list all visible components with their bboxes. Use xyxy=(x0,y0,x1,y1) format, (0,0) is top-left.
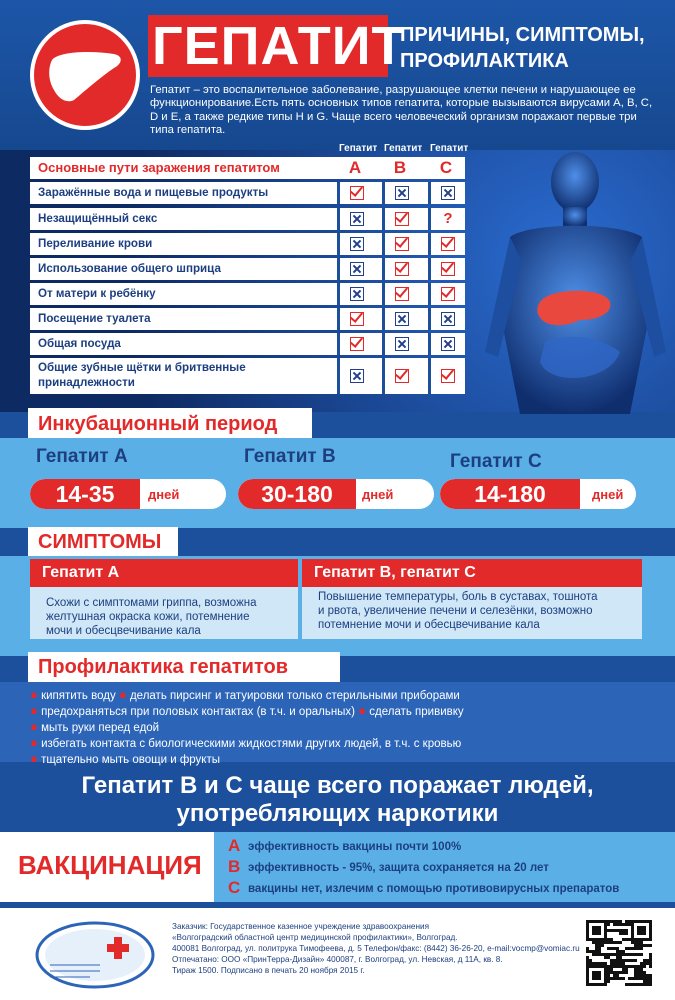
check-icon xyxy=(395,287,409,301)
table-column-divider xyxy=(428,258,431,280)
table-column-divider xyxy=(428,182,431,204)
symptoms-title: СИМПТОМЫ xyxy=(28,527,178,557)
incubation-pill-a xyxy=(30,479,226,509)
incubation-label-c: Гепатит С xyxy=(450,451,542,472)
prevention-item: тщательно мыть овощи и фрукты xyxy=(41,754,220,766)
check-icon xyxy=(395,237,409,251)
vaccination-title: ВАКЦИНАЦИЯ xyxy=(18,850,202,880)
liver-logo xyxy=(30,20,140,130)
check-icon xyxy=(441,237,455,251)
column-label-b: Гепатит xyxy=(384,143,423,154)
prevention-line5: ● тщательно мыть овощи и фрукты xyxy=(30,751,220,766)
table-column-divider xyxy=(428,283,431,305)
incubation-unit-a: дней xyxy=(148,487,180,502)
incubation-label-b: Гепатит В xyxy=(244,446,336,467)
vaccination-text-b: эффективность - 95%, защита сохраняется на 20 лет xyxy=(248,862,549,874)
table-column-divider xyxy=(337,233,340,255)
cross-icon xyxy=(395,186,409,200)
table-column-divider xyxy=(382,308,385,330)
prevention-line4: ● избегать контакта с биологическими жидкостями других людей, в т.ч. с кровью xyxy=(30,735,462,750)
symptoms-a-line3: мочи и обесцвечивание кала xyxy=(46,625,201,637)
page-subtitle-line2: ПРОФИЛАКТИКА xyxy=(400,50,569,72)
table-column-divider xyxy=(337,182,340,204)
table-column-divider xyxy=(382,208,385,230)
prevention-item: делать пирсинг и татуировки только стерильными приборами xyxy=(129,690,460,702)
table-column-divider xyxy=(382,233,385,255)
table-column-divider xyxy=(382,333,385,355)
incubation-title: Инкубационный период xyxy=(28,408,312,440)
clinic-logo-icon xyxy=(30,915,160,995)
column-label-c: Гепатит xyxy=(430,143,469,154)
table-column-divider xyxy=(337,358,340,394)
footer-line4: Отпечатано: ООО «ПринТерра-Дизайн» 400087, г. Волгоград, ул. Невская, д 11А, кв. 8. xyxy=(172,955,503,964)
table-column-divider xyxy=(337,308,340,330)
table-column-divider xyxy=(382,182,385,204)
qr-code-icon xyxy=(586,920,652,986)
question-icon: ? xyxy=(443,210,453,227)
liver-icon xyxy=(48,50,124,104)
table-row-label: Переливание крови xyxy=(38,237,153,250)
footer-line1: Заказчик: Государственное казенное учреждение здравоохранения xyxy=(172,922,429,931)
page-subtitle-line1: ПРИЧИНЫ, СИМПТОМЫ, xyxy=(400,24,645,46)
table-row-label: Общие зубные щётки и бритвенные xyxy=(38,361,246,374)
table-column-divider xyxy=(428,358,431,394)
check-icon xyxy=(350,312,364,326)
check-icon xyxy=(441,287,455,301)
column-label-a: Гепатит xyxy=(339,143,378,154)
vaccination-text-c: вакцины нет, излечим с помощью противовирусных препаратов xyxy=(248,883,620,895)
symptoms-a-title: Гепатит А xyxy=(30,559,298,587)
prevention-item: предохраняться при половых контактах (в т.ч. и оральных) xyxy=(41,706,356,718)
incubation-unit-b: дней xyxy=(362,487,394,502)
footer-line5: Тираж 1500. Подписано в печать 20 ноября 2015 г. xyxy=(172,966,365,975)
table-row-label: принадлежности xyxy=(38,376,135,389)
table-column-divider xyxy=(428,333,431,355)
table-row-label: От матери к ребёнку xyxy=(38,287,156,300)
footer-line2: «Волгоградский областной центр медицинской профилактики», Волгоград. xyxy=(172,933,458,942)
cross-icon xyxy=(350,287,364,301)
table-column-divider xyxy=(382,358,385,394)
cross-icon xyxy=(350,212,364,226)
cross-icon xyxy=(441,312,455,326)
table-column-divider xyxy=(382,283,385,305)
cross-icon xyxy=(395,312,409,326)
table-column-divider xyxy=(337,208,340,230)
warning-line1: Гепатит В и С чаще всего поражает людей, xyxy=(81,772,594,799)
table-row-label: Заражённые вода и пищевые продукты xyxy=(38,186,269,199)
table-row-label: Использование общего шприца xyxy=(38,262,221,275)
incubation-pill-b xyxy=(238,479,434,509)
footer-line3: 400081 Волгоград, ул. политрука Тимофеева, д. 5 Телефон/факс: (8442) 36-26-20, e-mail:vocmp@vomiac.ru xyxy=(172,944,580,953)
table-column-divider xyxy=(428,208,431,230)
table-column-divider xyxy=(428,233,431,255)
page-title: ГЕПАТИТ xyxy=(152,16,406,76)
prevention-line1: ● кипятить воду ● делать пирсинг и татуировки только стерильными приборами xyxy=(30,687,460,702)
column-b: B xyxy=(387,157,413,179)
incubation-unit-c: дней xyxy=(592,487,624,502)
prevention-item: сделать прививку xyxy=(369,706,464,718)
incubation-range-c: 14-180 xyxy=(440,479,580,509)
check-icon xyxy=(395,262,409,276)
cross-icon xyxy=(441,186,455,200)
incubation-pill-c xyxy=(440,479,636,509)
incubation-range-a: 14-35 xyxy=(30,479,140,509)
warning-line2: употребляющих наркотики xyxy=(176,800,499,827)
cross-icon xyxy=(350,237,364,251)
cross-icon xyxy=(350,369,364,383)
check-icon xyxy=(350,186,364,200)
table-column-divider xyxy=(382,258,385,280)
prevention-line2: ● предохраняться при половых контактах (в т.ч. и оральных) ● сделать прививку xyxy=(30,703,464,718)
column-c: C xyxy=(433,157,459,179)
symptoms-a-line1: Схожи с симптомами гриппа, возможна xyxy=(46,597,257,609)
check-icon xyxy=(395,212,409,226)
intro-text: Гепатит – это воспалительное заболевание, разрушающее клетки печени и нарушающее ее функционирование.Есть пять основных типов гепатита, которые вызываются вирусами A, B, C, D и E, а также редкие типы H и G. Чаще всего человеческий организм поражают первые три типа гепатита. xyxy=(150,84,653,137)
human-body-illustration xyxy=(470,152,670,414)
incubation-range-b: 30-180 xyxy=(238,479,356,509)
table-column-divider xyxy=(337,258,340,280)
symptoms-bc-line3: потемнение мочи и обесцвечивание кала xyxy=(318,619,540,631)
symptoms-a-line2: желтушная окраска кожи, потемнение xyxy=(46,611,250,623)
prevention-title: Профилактика гепатитов xyxy=(28,652,340,682)
incubation-label-a: Гепатит А xyxy=(36,446,128,467)
table-column-divider xyxy=(337,283,340,305)
cross-icon xyxy=(441,337,455,351)
vaccination-letter-a: A xyxy=(228,836,241,855)
cross-icon xyxy=(350,262,364,276)
vaccination-letter-c: C xyxy=(228,878,241,897)
symptoms-bc-line1: Повышение температуры, боль в суставах, тошнота xyxy=(318,591,598,603)
prevention-item: мыть руки перед едой xyxy=(41,722,160,734)
table-row-label: Незащищённый секс xyxy=(38,212,158,225)
vaccination-text-a: эффективность вакцины почти 100% xyxy=(248,841,462,853)
column-a: A xyxy=(342,157,368,179)
vaccination-letter-b: B xyxy=(228,857,241,876)
table-column-divider xyxy=(337,333,340,355)
table-header-label: Основные пути заражения гепатитом xyxy=(38,160,280,175)
prevention-line3: ● мыть руки перед едой xyxy=(30,719,160,734)
prevention-item: избегать контакта с биологическими жидкостями других людей, в т.ч. с кровью xyxy=(41,738,462,750)
symptoms-bc-line2: и рвота, увеличение печени и селезёнки, возможно xyxy=(318,605,593,617)
check-icon xyxy=(350,337,364,351)
check-icon xyxy=(395,369,409,383)
check-icon xyxy=(441,369,455,383)
table-column-divider xyxy=(428,308,431,330)
prevention-item: кипятить воду xyxy=(41,690,116,702)
check-icon xyxy=(441,262,455,276)
table-row-label: Общая посуда xyxy=(38,337,121,350)
symptoms-bc-title: Гепатит В, гепатит С xyxy=(302,559,642,587)
cross-icon xyxy=(395,337,409,351)
table-row-label: Посещение туалета xyxy=(38,312,151,325)
